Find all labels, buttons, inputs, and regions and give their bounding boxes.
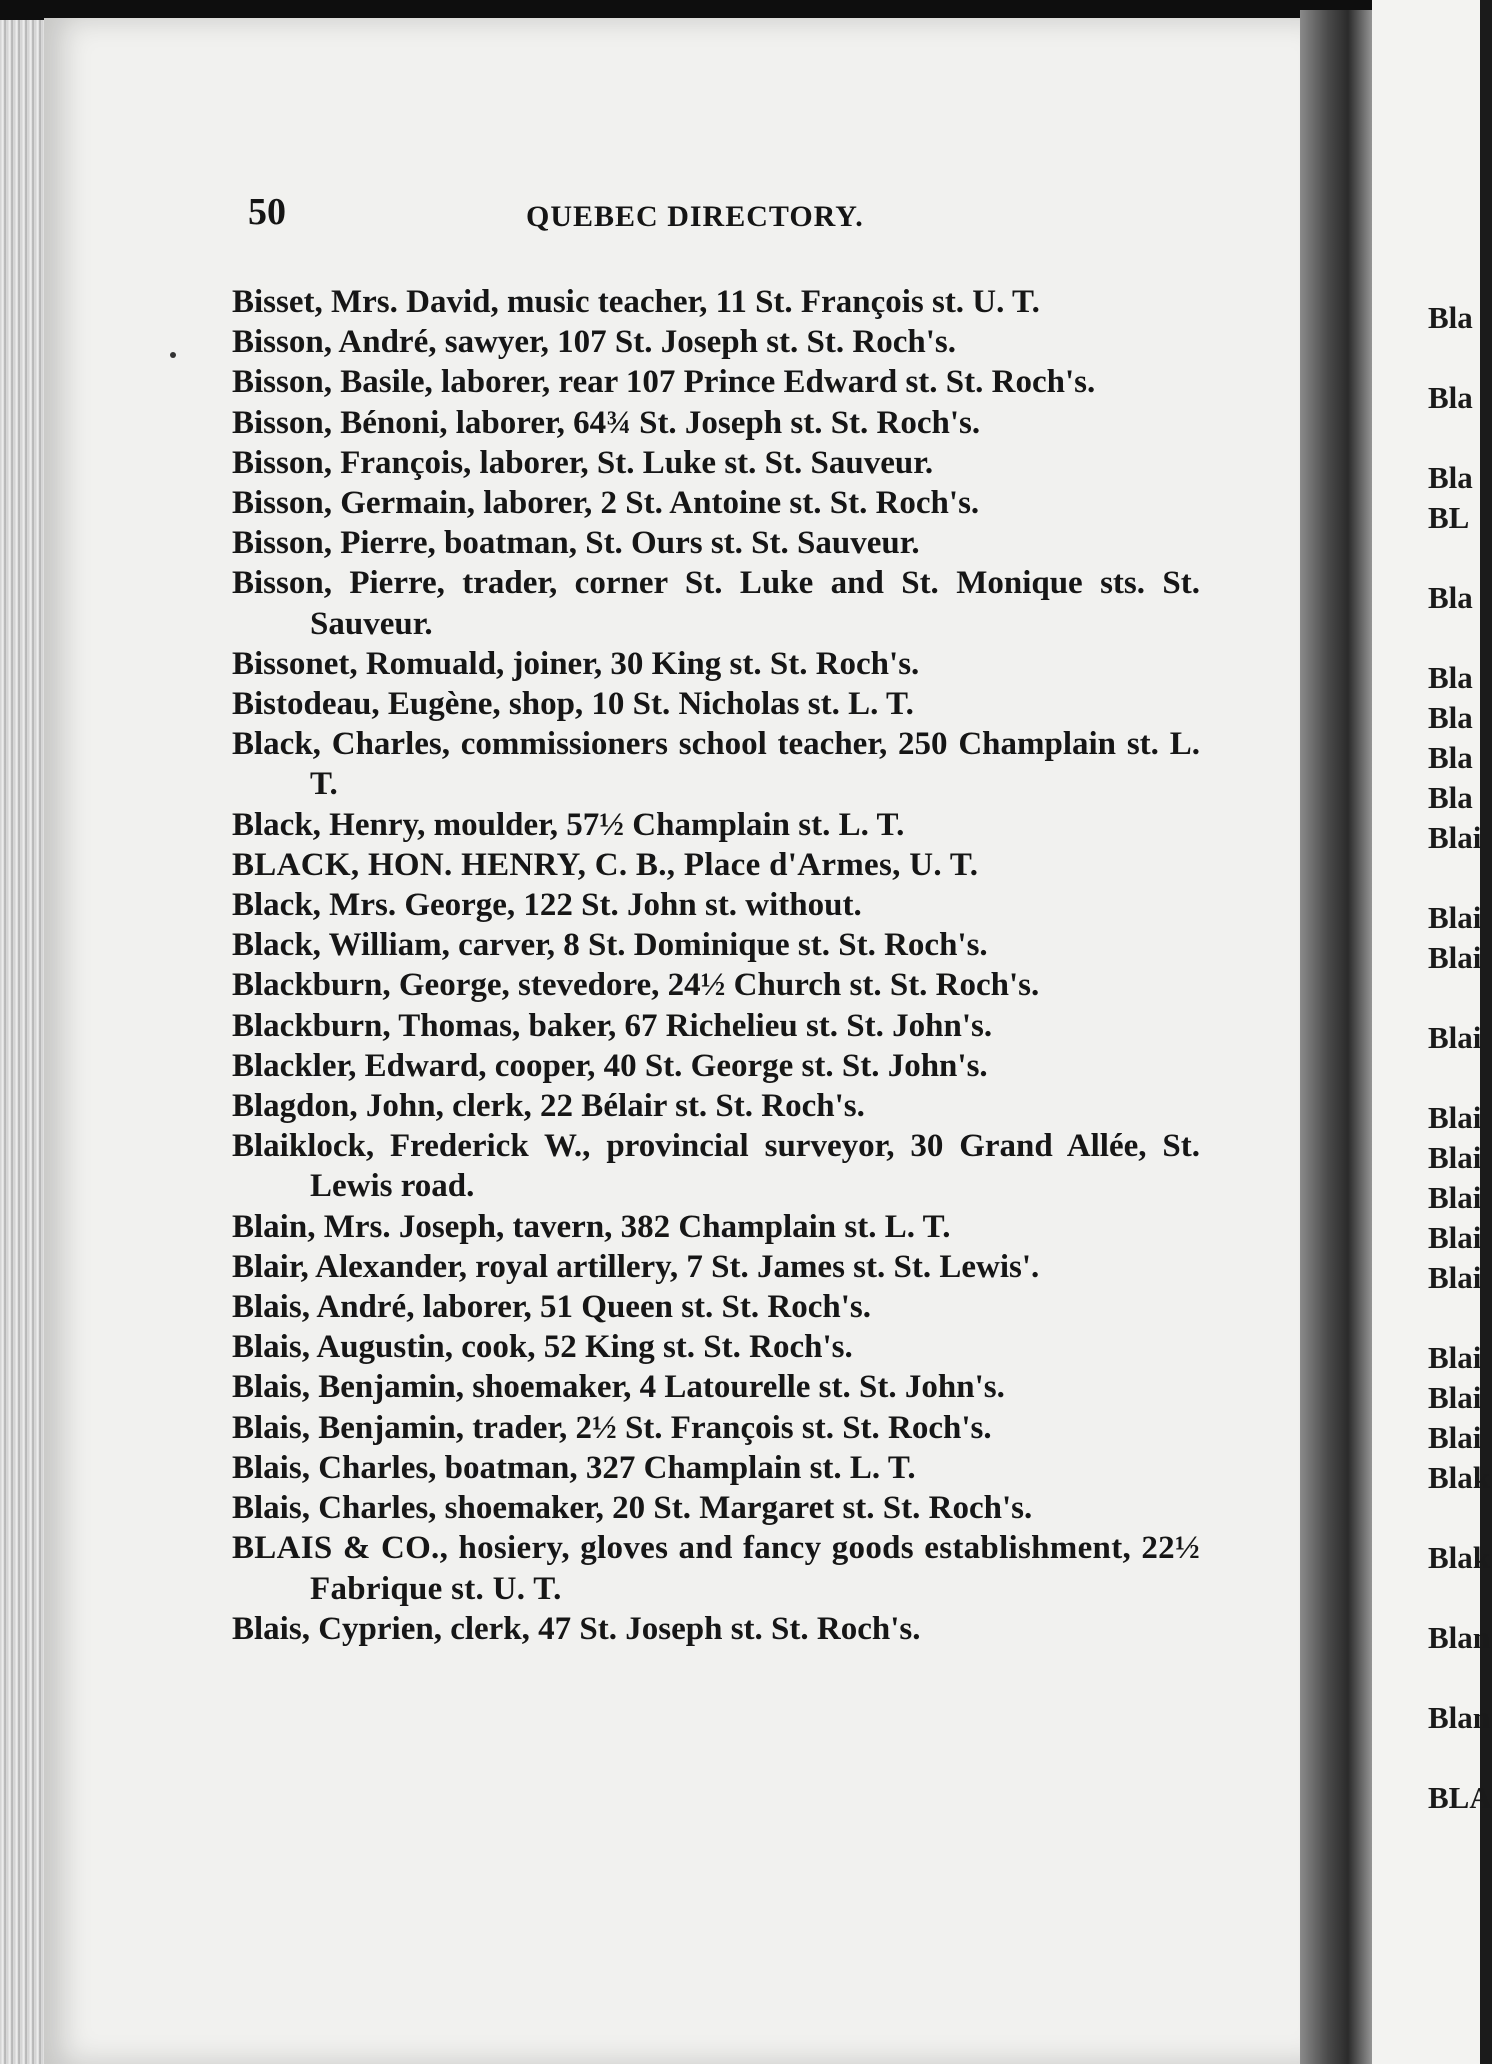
right-page-fragment: BLA <box>1428 1780 1492 1815</box>
directory-entry: Blais, Benjamin, trader, 2½ St. François st. St. Roch's. <box>232 1409 992 1446</box>
page-number: 50 <box>248 191 286 233</box>
right-page-fragment: Bla <box>1428 740 1473 775</box>
directory-entry: Blais, Charles, boatman, 327 Champlain st. L. T. <box>232 1449 916 1486</box>
directory-entry: Blais, André, laborer, 51 Queen st. St. Roch's. <box>232 1289 871 1326</box>
directory-entry: Bisson, Germain, laborer, 2 St. Antoine st. St. Roch's. <box>232 485 980 522</box>
right-page-fragment: Blai <box>1428 1260 1482 1295</box>
directory-entry: Blais, Cyprien, clerk, 47 St. Joseph st. St. Roch's. <box>232 1610 921 1647</box>
directory-entry: Bisson, Pierre, boatman, St. Ours st. St. Sauveur. <box>232 525 920 562</box>
right-page-fragment: Blai <box>1428 900 1482 935</box>
right-page-fragment: Blai <box>1428 1420 1482 1455</box>
right-page-fragment: Blai <box>1428 1100 1482 1135</box>
directory-entry: Black, Mrs. George, 122 St. John st. without. <box>232 887 862 924</box>
right-page-fragment: Bla <box>1428 380 1473 415</box>
right-page-fragment: BL <box>1428 500 1470 535</box>
directory-entry: Black, Charles, commissioners school teacher, 250 Champlain st. L. T. <box>232 726 1200 803</box>
right-page-fragment: Bla <box>1428 660 1473 695</box>
directory-entry: Blackler, Edward, cooper, 40 St. George st. St. John's. <box>232 1047 988 1084</box>
directory-entry: Blain, Mrs. Joseph, tavern, 382 Champlain st. L. T. <box>232 1208 951 1245</box>
right-page-fragment: Bla <box>1428 700 1473 735</box>
directory-entry: Bisset, Mrs. David, music teacher, 11 St. François st. U. T. <box>232 284 1040 320</box>
right-page-fragment: Bla <box>1428 460 1473 495</box>
right-page-fragment: Bla <box>1428 780 1473 815</box>
right-page-fragment: Blai <box>1428 1140 1482 1175</box>
directory-entry: Blais, Charles, shoemaker, 20 St. Margaret st. St. Roch's. <box>232 1490 1033 1527</box>
directory-entry: Blair, Alexander, royal artillery, 7 St. James st. St. Lewis'. <box>232 1248 1040 1285</box>
running-head: QUEBEC DIRECTORY. <box>526 200 864 233</box>
right-page-fragment: Blai <box>1428 1340 1482 1375</box>
right-page-fragment: Blak <box>1428 1460 1491 1495</box>
directory-entry: Black, William, carver, 8 St. Dominique st. St. Roch's. <box>232 927 988 964</box>
right-page-fragment: Blan <box>1428 1620 1491 1655</box>
ink-dot <box>170 352 176 358</box>
book-gutter <box>1300 10 1380 2064</box>
right-page-fragment: Blai <box>1428 940 1482 975</box>
directory-entry: BLAIS & CO., hosiery, gloves and fancy goods establishment, 22½ Fabrique st. U. T. <box>232 1530 1200 1607</box>
directory-entry: Blackburn, George, stevedore, 24½ Church st. St. Roch's. <box>232 967 1040 1004</box>
directory-entry: BLACK, HON. HENRY, C. B., Place d'Armes, U. T. <box>232 846 979 883</box>
right-page-fragment: Bla <box>1428 580 1473 615</box>
directory-entry: Blais, Augustin, cook, 52 King st. St. Roch's. <box>232 1329 853 1366</box>
directory-entry: Bisson, François, laborer, St. Luke st. St. Sauveur. <box>232 444 934 481</box>
directory-entries <box>232 282 1200 1649</box>
directory-entry: Black, Henry, moulder, 57½ Champlain st. L. T. <box>232 806 905 843</box>
directory-entry: Bissonet, Romuald, joiner, 30 King st. St. Roch's. <box>232 645 920 682</box>
right-page-fragment: Blai <box>1428 820 1482 855</box>
directory-entry: Bisson, André, sawyer, 107 St. Joseph st. St. Roch's. <box>232 324 956 361</box>
right-page-fragment: Blai <box>1428 1180 1482 1215</box>
right-page-fragment: Blan <box>1428 1700 1491 1735</box>
right-page-fragment: Blai <box>1428 1220 1482 1255</box>
directory-entry: Blagdon, John, clerk, 22 Bélair st. St. Roch's. <box>232 1088 865 1125</box>
directory-entry: Bisson, Bénoni, laborer, 64¾ St. Joseph st. St. Roch's. <box>232 404 981 441</box>
right-page-fragment: Blai <box>1428 1020 1482 1055</box>
directory-entry: Bisson, Basile, laborer, rear 107 Prince Edward st. St. Roch's. <box>232 364 1096 401</box>
right-page-fragment: Blak <box>1428 1540 1491 1575</box>
directory-entry: Blais, Benjamin, shoemaker, 4 Latourelle st. St. John's. <box>232 1369 1005 1406</box>
page-header <box>248 190 948 240</box>
right-page-fragment: Bla <box>1428 300 1473 335</box>
directory-entry: Blaiklock, Frederick W., provincial surveyor, 30 Grand Allée, St. Lewis road. <box>232 1128 1200 1205</box>
directory-entry: Blackburn, Thomas, baker, 67 Richelieu st. St. John's. <box>232 1007 993 1044</box>
directory-entry: Bistodeau, Eugène, shop, 10 St. Nicholas st. L. T. <box>232 686 914 723</box>
directory-entry: Bisson, Pierre, trader, corner St. Luke and St. Monique sts. St. Sauveur. <box>232 565 1200 642</box>
right-page-fragment: Blai <box>1428 1380 1482 1415</box>
